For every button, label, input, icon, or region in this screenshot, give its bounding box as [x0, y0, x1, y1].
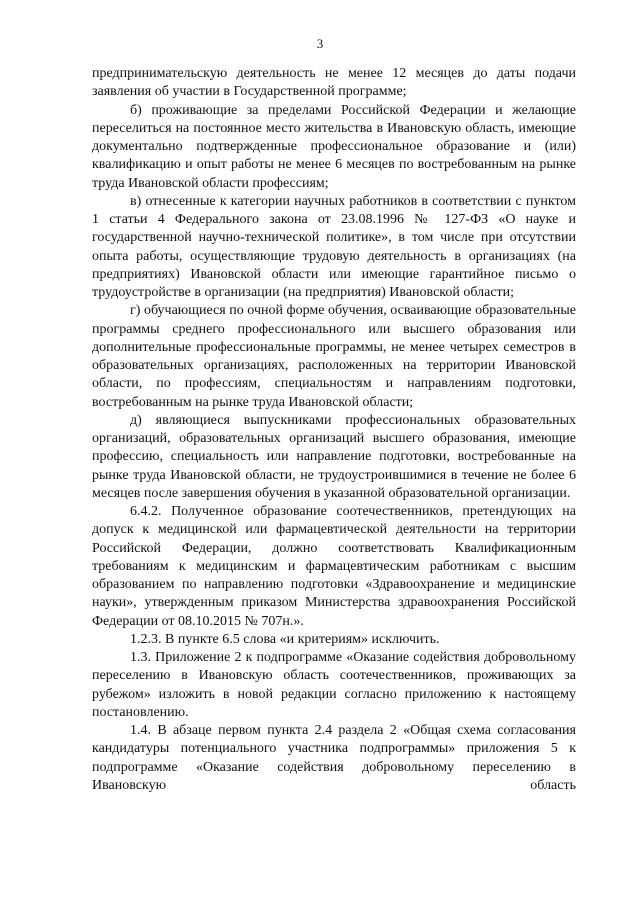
paragraph-1-3: 1.3. Приложение 2 к подпрограмме «Оказание содействия добровольному переселению в Ивановскую область соотечественников, проживающих за рубежом» изложить в новой редакции согласно приложению к настоящему постановлению. [92, 650, 576, 720]
paragraph-subitem-b: б) проживающие за пределами Российской Федерации и желающие переселиться на постоянное место жительства в Ивановскую область, имеющие документально подтвержденные профессиональное образование и (или) квалификацию и опыт работы не менее 6 месяцев по востребованным на рынке труда Ивановской области профессиям; [92, 102, 576, 191]
paragraph-subitem-d: д) являющиеся выпускниками профессиональных образовательных организаций, образовательных организаций высшего образования, имеющие профессию, специальность или направление подготовки, востребованные на рынке труда Ивановской области, не трудоустроившимися в течение не более 6 месяцев после завершения обучения в указанной образовательной организации. [92, 412, 576, 501]
paragraph-1-2-3: 1.2.3. В пункте 6.5 слова «и критериям» исключить. [130, 631, 440, 647]
document-body [92, 65, 576, 795]
paragraph-1: предпринимательскую деятельность не менее 12 месяцев до даты подачи заявления об участии в Государственной программе; [92, 66, 576, 100]
paragraph-subitem-g: г) обучающиеся по очной форме обучения, осваивающие образовательные программы среднего профессионального или высшего образования или дополнительные профессиональные программы, не менее четырех семестров в образовательных организациях, расположенных на территории Ивановской области, по профессиям, специальностям и направлениям подготовки, востребованным на рынке труда Ивановской области; [92, 303, 576, 410]
page-number: 3 [316, 36, 324, 51]
paragraph-subitem-v: в) отнесенные к категории научных работников в соответствии с пунктом 1 статьи 4 Федерального закона от 23.08.1996 № 127-ФЗ «О науке и государственной научно-технической политике», в том числе при отсутствии опыта работы, осуществляющие трудовую деятельность в организациях (на предприятиях) Ивановской области или имеющие гарантийное письмо о трудоустройстве в организации (на предприятия) Ивановской области; [92, 193, 576, 300]
paragraph-1-4: 1.4. В абзаце первом пункта 2.4 раздела 2 «Общая схема согласования кандидатуры потенциального участника подпрограммы» приложения 5 к подпрограмме «Оказание содействия добровольному переселению в Ивановскую область [92, 723, 576, 793]
paragraph-6-4-2: 6.4.2. Полученное образование соотечественников, претендующих на допуск к медицинской или фармацевтической деятельности на территории Российской Федерации, должно соответствовать Квалификационным требованиям к медицинским и фармацевтическим работникам с высшим образованием по направлению подготовки «Здравоохранение и медицинские науки», утвержденным приказом Министерства здравоохранения Российской Федерации от 08.10.2015 № 707н.». [92, 504, 576, 629]
